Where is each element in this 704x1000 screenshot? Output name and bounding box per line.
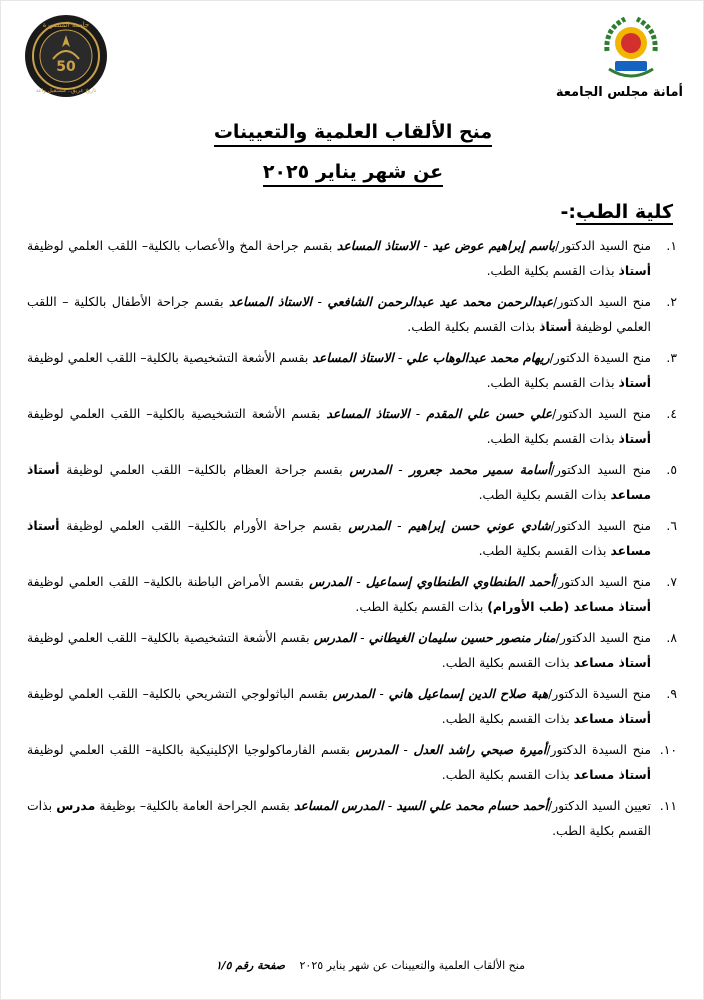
person-role: المدرس xyxy=(332,686,375,701)
item-number: ٣. xyxy=(666,350,677,365)
item-suffix: بذات القسم بكلية الطب. xyxy=(441,655,574,670)
person-role: الاستاذ المساعد xyxy=(326,406,410,421)
list-item xyxy=(27,793,677,843)
item-number: ٧. xyxy=(666,574,677,589)
item-text xyxy=(27,401,651,451)
list-item xyxy=(27,681,677,731)
logo-top-text: جامعة المنصورة xyxy=(42,21,90,29)
granted-title: أستاذ xyxy=(618,431,651,446)
item-number: ١٠. xyxy=(659,742,677,757)
granted-title: أستاذ xyxy=(539,319,572,334)
granted-title: أستاذ مساعد xyxy=(573,711,651,726)
item-description: بقسم الأشعة التشخيصية بالكلية– اللقب العلمي لوظيفة xyxy=(27,630,314,645)
item-separator: - xyxy=(393,350,407,365)
granted-title: أستاذ مساعد xyxy=(573,767,651,782)
list-item xyxy=(27,401,677,451)
item-text xyxy=(27,233,651,283)
item-separator: - xyxy=(355,630,369,645)
person-name: أسامة سمير محمد جعرور xyxy=(409,462,551,477)
logo-number: 50 xyxy=(56,59,76,75)
list-item xyxy=(27,513,677,563)
item-number: ٢. xyxy=(666,294,677,309)
item-description: بقسم الأشعة التشخيصية بالكلية– اللقب العلمي لوظيفة xyxy=(27,350,313,365)
item-description: بقسم جراحة العظام بالكلية– اللقب العلمي لوظيفة xyxy=(59,462,350,477)
item-text xyxy=(27,625,651,675)
item-number: ١. xyxy=(666,238,677,253)
person-name: أحمد حسام محمد علي السيد xyxy=(396,798,548,813)
item-prefix: منح السيد الدكتور/ xyxy=(552,406,651,421)
item-suffix: بذات القسم بكلية الطب. xyxy=(486,375,619,390)
page-footer xyxy=(1,959,704,979)
granted-title: أستاذ مساعد xyxy=(27,518,651,558)
list-item xyxy=(27,457,677,507)
person-role: المدرس xyxy=(349,462,392,477)
person-role: الاستاذ المساعد xyxy=(229,294,312,309)
person-name: أحمد الطنطاوي الطنطاوي إسماعيل xyxy=(365,574,554,589)
item-separator: - xyxy=(390,518,409,533)
person-role: المدرس xyxy=(309,574,352,589)
footer-title: منح الألقاب العلمية والتعيينات عن شهر يناير ٢٠٢٥ xyxy=(299,959,525,972)
person-name: أميرة صبحي راشد العدل xyxy=(413,742,547,757)
item-text xyxy=(27,513,651,563)
granted-title: أستاذ xyxy=(618,375,651,390)
item-description: بقسم الأمراض الباطنة بالكلية– اللقب العلمي لوظيفة xyxy=(27,574,310,589)
granted-title: أستاذ xyxy=(618,263,651,278)
item-suffix: بذات القسم بكلية الطب. xyxy=(441,711,574,726)
person-name: باسم إبراهيم عوض عيد xyxy=(432,238,556,253)
item-number: ٦. xyxy=(666,518,677,533)
item-separator: - xyxy=(418,238,433,253)
item-prefix: منح السيد الدكتور/ xyxy=(550,518,651,533)
person-role: الاستاذ المساعد xyxy=(312,350,394,365)
person-name: منار منصور حسين سليمان الغيطاني xyxy=(368,630,556,645)
faculty-heading xyxy=(561,201,673,223)
person-role: المدرس المساعد xyxy=(294,798,384,813)
person-role: الاستاذ المساعد xyxy=(336,238,419,253)
item-suffix: بذات القسم بكلية الطب. xyxy=(486,431,619,446)
university-anniversary-50-logo-icon xyxy=(23,13,109,99)
item-number: ٨. xyxy=(666,630,677,645)
granted-title: أستاذ مساعد xyxy=(573,655,651,670)
granted-title: أستاذ مساعد xyxy=(27,462,651,502)
faculty-suffix: :- xyxy=(560,201,577,223)
person-role: المدرس xyxy=(355,742,398,757)
item-suffix: بذات القسم بكلية الطب. xyxy=(441,767,574,782)
list-item xyxy=(27,737,677,787)
item-description: بقسم الأشعة التشخيصية بالكلية– اللقب العلمي لوظيفة xyxy=(27,406,327,421)
list-item xyxy=(27,625,677,675)
item-prefix: منح السيد الدكتور/ xyxy=(555,630,651,645)
item-text xyxy=(27,737,651,787)
list-item xyxy=(27,233,677,283)
item-text xyxy=(27,569,651,619)
item-separator: - xyxy=(351,574,366,589)
item-suffix: بذات القسم بكلية الطب. xyxy=(478,543,611,558)
mansoura-university-emblem-icon xyxy=(595,11,667,83)
item-prefix: منح السيد الدكتور/ xyxy=(553,294,651,309)
item-number: ٥. xyxy=(666,462,677,477)
item-number: ١١. xyxy=(659,798,677,813)
item-prefix: تعيين السيد الدكتور/ xyxy=(547,798,651,813)
person-name: عبدالرحمن محمد عيد عبدالرحمن الشافعي xyxy=(327,294,554,309)
item-text xyxy=(27,793,651,843)
item-separator: - xyxy=(409,406,427,421)
granted-title: أستاذ مساعد (طب الأورام) xyxy=(487,599,651,614)
logo-bottom-text: تاريخ عريق.. مستقبل واعد xyxy=(35,88,97,94)
item-suffix: بذات القسم بكلية الطب. xyxy=(478,487,611,502)
item-suffix: بذات القسم بكلية الطب. xyxy=(486,263,619,278)
person-name: هبة صلاح الدين إسماعيل هاني xyxy=(388,686,549,701)
council-label: أمانة مجلس الجامعة xyxy=(555,85,683,100)
document-subtitle: عن شهر يناير ٢٠٢٥ xyxy=(1,161,704,183)
item-text xyxy=(27,289,651,339)
person-name: علي حسن علي المقدم xyxy=(426,406,553,421)
list-item xyxy=(27,289,677,339)
person-name: ريهام محمد عبدالوهاب علي xyxy=(406,350,550,365)
item-prefix: منح السيدة الدكتور/ xyxy=(546,742,651,757)
item-number: ٤. xyxy=(666,406,677,421)
item-prefix: منح السيدة الدكتور/ xyxy=(548,686,651,701)
item-text xyxy=(27,681,651,731)
faculty-label: كلية الطب xyxy=(576,201,673,223)
item-prefix: منح السيدة الدكتور/ xyxy=(549,350,651,365)
list-item xyxy=(27,345,677,395)
item-prefix: منح السيد الدكتور/ xyxy=(550,462,651,477)
item-suffix: بذات القسم بكلية الطب. xyxy=(27,798,651,838)
granted-title: مدرس xyxy=(56,798,96,813)
item-separator: - xyxy=(374,686,389,701)
item-separator: - xyxy=(397,742,414,757)
item-text xyxy=(27,345,651,395)
person-role: المدرس xyxy=(313,630,356,645)
items-list xyxy=(27,233,677,849)
person-name: شادي عوني حسن إبراهيم xyxy=(408,518,551,533)
page-number: صفحة رقم ١/٥ xyxy=(215,959,285,972)
item-description: بقسم جراحة الأورام بالكلية– اللقب العلمي لوظيفة xyxy=(59,518,349,533)
item-separator: - xyxy=(311,294,328,309)
item-text xyxy=(27,457,651,507)
item-suffix: بذات القسم بكلية الطب. xyxy=(355,599,488,614)
item-separator: - xyxy=(383,798,397,813)
document-title: منح الألقاب العلمية والتعيينات xyxy=(1,121,704,143)
person-role: المدرس xyxy=(348,518,391,533)
item-description: بقسم الباثولوجي التشريحي بالكلية– اللقب العلمي لوظيفة xyxy=(27,686,333,701)
item-prefix: منح السيد الدكتور/ xyxy=(555,238,651,253)
item-prefix: منح السيد الدكتور/ xyxy=(553,574,651,589)
item-separator: - xyxy=(391,462,410,477)
item-suffix: بذات القسم بكلية الطب. xyxy=(407,319,540,334)
item-description: بقسم جراحة الأطفال بالكلية – اللقب العلمي لوظيفة xyxy=(27,294,651,334)
item-description: بقسم الجراحة العامة بالكلية– بوظيفة xyxy=(95,798,294,813)
item-description: بقسم جراحة المخ والأعصاب بالكلية– اللقب العلمي لوظيفة xyxy=(27,238,337,253)
item-number: ٩. xyxy=(666,686,677,701)
item-description: بقسم الفارماكولوجيا الإكلينيكية بالكلية– اللقب العلمي لوظيفة xyxy=(27,742,356,757)
list-item xyxy=(27,569,677,619)
